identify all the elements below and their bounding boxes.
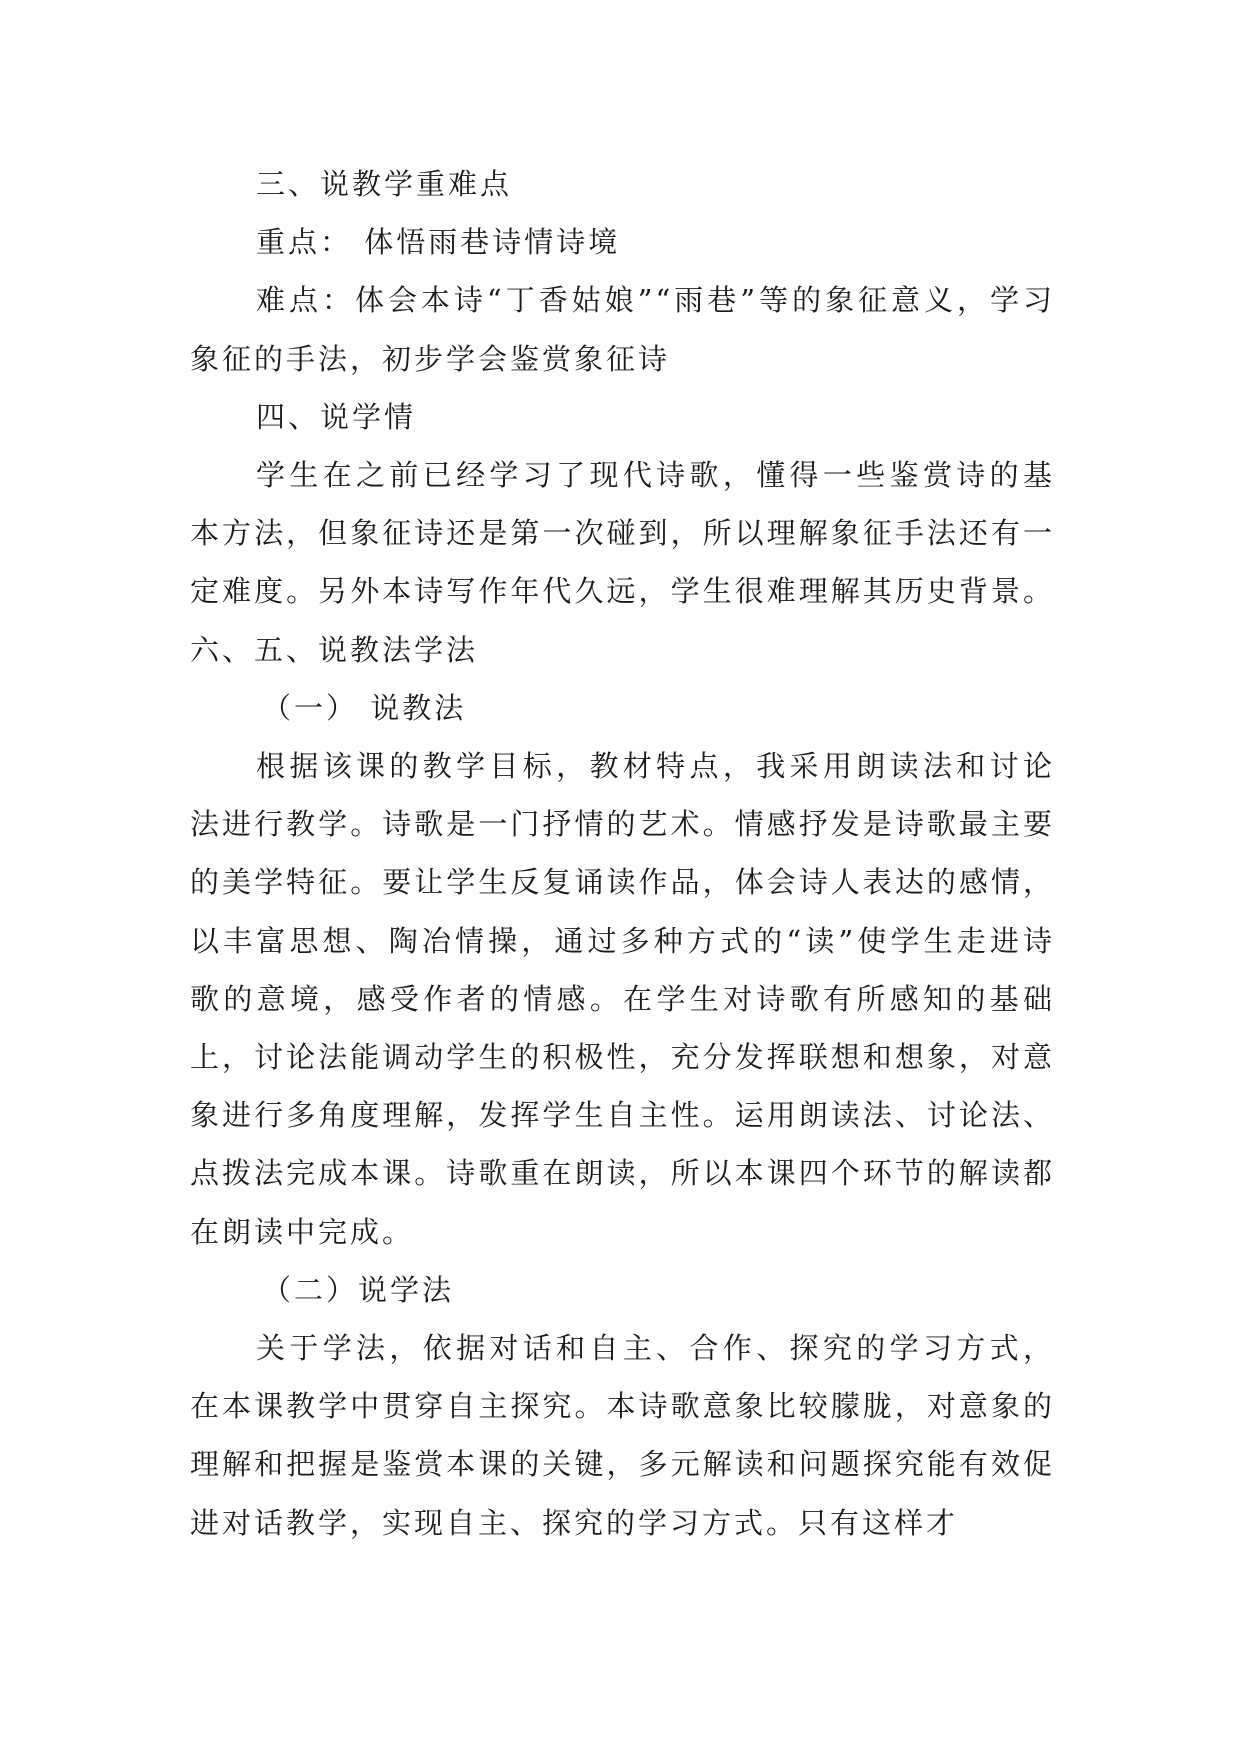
subheading-learning-method: （二）说学法 [262,1272,455,1307]
document-page [190,155,1055,1552]
learning-situation-paragraph: 学生在之前已经学习了现代诗歌，懂得一些鉴赏诗的基本方法，但象征诗还是第一次碰到，所以理解象征手法还有一定难度。另外本诗写作年代久远，学生很难理解其历史背景。六、五、说教法学法 [190,458,1055,667]
key-point-paragraph: 重点： 体悟雨巷诗情诗境 [256,225,621,260]
subheading-teaching-method: （一） 说教法 [262,690,467,725]
teaching-method-paragraph: 根据该课的教学目标，教材特点，我采用朗读法和讨论法进行教学。诗歌是一门抒情的艺术。情感抒发是诗歌最主要的美学特征。要让学生反复诵读作品，体会诗人表达的感情，以丰富思想、陶冶情操，通过多种方式的“读”使学生走进诗歌的意境，感受作者的情感。在学生对诗歌有所感知的基础上，讨论法能调动学生的积极性，充分发挥联想和想象，对意象进行多角度理解，发挥学生自主性。运用朗读法、讨论法、点拨法完成本课。诗歌重在朗读，所以本课四个环节的解读都在朗读中完成。 [190,749,1055,1249]
section-heading-4: 四、说学情 [256,399,417,434]
learning-method-paragraph: 关于学法，依据对话和自主、合作、探究的学习方式，在本课教学中贯穿自主探究。本诗歌意象比较朦胧，对意象的理解和把握是鉴赏本课的关键，多元解读和问题探究能有效促进对话教学，实现自主、探究的学习方式。只有这样才 [190,1331,1055,1540]
difficult-point-paragraph: 难点：体会本诗“丁香姑娘”“雨巷”等的象征意义，学习象征的手法，初步学会鉴赏象征诗 [190,283,1055,376]
section-heading-3: 三、说教学重难点 [256,167,513,201]
